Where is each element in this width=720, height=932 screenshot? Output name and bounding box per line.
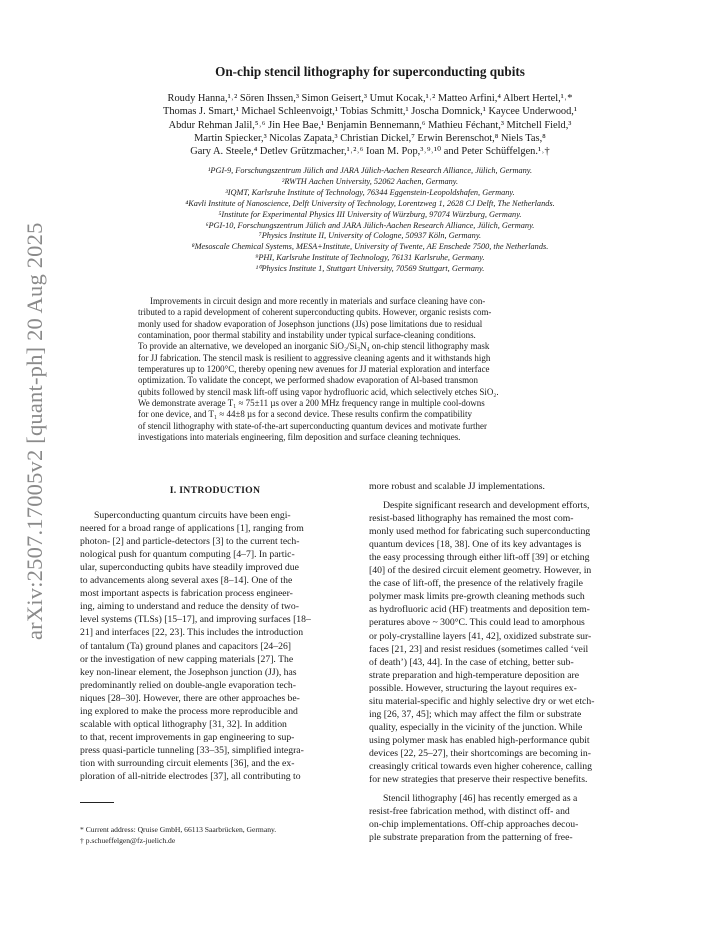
paper-title: On-chip stencil lithography for superconducting qubits xyxy=(215,64,525,79)
body-line: more robust and scalable JJ implementations. xyxy=(369,481,545,492)
body-line: Stencil lithography [46] has recently emerged as a xyxy=(383,793,578,805)
abstract-line: monly used for shadow evaporation of Josephson junctions (JJs) pose limitations due to residual xyxy=(138,318,483,329)
body-line: key non-linear element, the Josephson junction (JJ), has xyxy=(80,666,297,678)
abstract-line: contamination, poor thermal stability and instability under typical surface-cleaning conditions. xyxy=(138,330,476,341)
body-line: most important aspects is fabrication process engineer- xyxy=(80,588,293,600)
footnote: * Current address: Qruise GmbH, 66113 Saarbrücken, Germany. xyxy=(80,825,277,834)
body-line: nological push for quantum computing [4–7]. In partic- xyxy=(80,549,295,561)
body-line: using polymer mask has enabled high-performance qubit xyxy=(369,734,590,746)
affiliation: ⁶PGI-10, Forschungszentrum Jülich and JARA Jülich-Aachen Research Alliance, Jülich, Germany. xyxy=(205,220,535,230)
body-line: quantum devices [18, 38]. One of its key advantages is xyxy=(369,539,582,551)
abstract-line: investigations into materials engineering, film deposition and surface cleaning techniques. xyxy=(138,432,461,443)
abstract-line: for one device, and T₁ ≈ 44±8 µs for a second device. These results confirm the compatibility xyxy=(138,409,472,420)
arxiv-stamp: arXiv:2507.17005v2 [quant-ph] 20 Aug 2025 xyxy=(22,222,47,640)
body-line: or the investigation of new capping materials [27]. The xyxy=(80,653,294,665)
abstract-line: temperatures up to 1200°C, thereby opening new avenues for JJ material exploration and interface xyxy=(138,364,490,375)
body-line: devices [22, 25–27], their shortcomings are becoming in- xyxy=(369,747,591,759)
affiliation: ¹PGI-9, Forschungszentrum Jülich and JARA Jülich-Aachen Research Alliance, Jülich, Germany. xyxy=(207,166,533,175)
body-line: as hydrofluoric acid (HF) treatments and deposition tem- xyxy=(369,604,590,616)
author-line: Abdur Rehman Jalil,⁵˒⁶ Jin Hee Bae,¹ Benjamin Bennemann,⁶ Mathieu Féchant,³ Mitchell Field,³ xyxy=(168,119,572,131)
body-line: 21] and interfaces [22, 23]. This includes the introduction xyxy=(80,627,304,639)
body-line: resist-based lithography has remained the most com- xyxy=(369,513,574,525)
affiliation: ⁷Physics Institute II, University of Cologne, 50937 Köln, Germany. xyxy=(258,231,482,241)
abstract xyxy=(138,296,602,443)
abstract-line: We demonstrate average T₁ ≈ 75±11 µs over a 200 MHz frequency range in multiple cool-downs xyxy=(138,398,485,409)
body-line: of tantalum (Ta) ground planes and capacitors [24–26] xyxy=(80,640,292,652)
body-line: monly used method for fabricating such superconducting xyxy=(369,526,591,538)
body-line: creasingly critical towards even higher coherence, calling xyxy=(369,760,592,772)
abstract-line: of stencil lithography with state-of-the-art superconducting quantum devices and motivate further xyxy=(138,420,487,431)
body-line: to advancements along several axes [8–14]. One of the xyxy=(80,575,293,587)
body-line: of death’) [43, 44]. In the case of etching, better sub- xyxy=(369,656,574,668)
body-line: for new strategies that preserve their respective benefits. xyxy=(369,774,588,786)
body-line: quality, especially in the vicinity of the junction. While xyxy=(369,721,583,733)
affiliation: ¹⁰Physics Institute 1, Stuttgart University, 70569 Stuttgart, Germany. xyxy=(255,264,485,274)
body-line: situ material-specific and highly selective dry or wet etch- xyxy=(369,695,595,707)
body-line: scalable with optical lithography [31, 32]. In addition xyxy=(80,718,287,730)
body-line: polymer mask limits pre-growth cleaning methods such xyxy=(369,591,585,603)
left-column xyxy=(80,480,350,783)
body-line: ing [26, 37, 45]; which may affect the film or substrate xyxy=(369,708,582,720)
abstract-line: optimization. To validate the concept, we performed shadow evaporation of Al-based transmon xyxy=(138,375,478,386)
body-line: the easy processing through either lift-off [39] or etching xyxy=(369,552,590,564)
body-line: neered for a broad range of applications [1], ranging from xyxy=(80,523,304,535)
footnotes xyxy=(80,824,360,846)
body-line: the case of lift-off, the presence of the relatively fragile xyxy=(369,578,583,590)
affiliation: ⁵Institute for Experimental Physics III University of Würzburg, 97074 Würzburg, Germany. xyxy=(218,209,522,219)
body-line: level systems (TLSs) [15–17], and improving surfaces [18– xyxy=(80,614,311,626)
body-line: photon- [2] and particle-detectors [3] to the current tech- xyxy=(80,536,300,548)
author-line: Roudy Hanna,¹˒² Sören Ihssen,³ Simon Geisert,³ Umut Kocak,¹˒² Matteo Arfini,⁴ Albert Hertel,¹˒* xyxy=(167,93,573,104)
body-line: tion with surrounding circuit elements [36], and the ex- xyxy=(80,757,295,769)
right-column xyxy=(369,480,639,844)
affiliation: ²RWTH Aachen University, 52062 Aachen, Germany. xyxy=(281,176,459,186)
body-line: on-chip implementations. Off-chip approaches decou- xyxy=(369,819,579,831)
abstract-line: tributed to a rapid development of coherent superconducting qubits. However, organic resists com- xyxy=(138,307,492,318)
author-line: Thomas J. Smart,¹ Michael Schleenvoigt,¹ Tobias Schmitt,¹ Joscha Domnick,¹ Kaycee Underwood,¹ xyxy=(162,106,578,118)
footnote: † p.schueffelgen@fz-juelich.de xyxy=(80,836,176,845)
body-line: ular, superconducting qubits have steadily improved due xyxy=(80,562,299,574)
body-line: ing explored to make the process more reproducible and xyxy=(80,705,298,717)
body-line: Superconducting quantum circuits have been engi- xyxy=(94,510,291,522)
abstract-line: Improvements in circuit design and more recently in materials and surface cleaning have con- xyxy=(150,296,486,306)
section-heading: I. INTRODUCTION xyxy=(169,485,261,496)
body-line: strate preparation and high-temperature deposition are xyxy=(369,669,580,681)
body-line: resist-free fabrication method, with distinct off- and xyxy=(369,806,570,818)
author-line: Gary A. Steele,⁴ Detlev Grützmacher,¹˒²˒⁶ Ioan M. Pop,³˒⁹˒¹⁰ and Peter Schüffelgen.¹˒† xyxy=(190,146,550,158)
abstract-line: for JJ fabrication. The stencil mask is resilient to aggressive cleaning agents and it withstands high xyxy=(138,352,491,363)
body-line: predominantly relied on double-angle evaporation tech- xyxy=(80,679,297,691)
author-line: Martin Spiecker,³ Nicolas Zapata,³ Christian Dickel,⁷ Erwin Berenschot,⁸ Niels Tas,⁸ xyxy=(194,132,546,144)
body-line: to that, recent improvements in gap engineering to sup- xyxy=(80,731,295,743)
footnote-rule xyxy=(80,802,114,803)
affiliation: ⁹PHI, Karlsruhe Institute of Technology, 76131 Karlsruhe, Germany. xyxy=(255,253,485,263)
abstract-line: To provide an alternative, we developed an inorganic SiO₂/Si₃N₄ on-chip stencil lithography mask xyxy=(138,341,490,352)
body-line: ple substrate preparation from the patterning of free- xyxy=(369,832,573,844)
affiliation: ⁴Kavli Institute of Nanoscience, Delft University of Technology, Lorentzweg 1, 2628 CJ Delft, The Netherlands. xyxy=(185,198,555,208)
body-line: niques [28–30]. However, there are other approaches be- xyxy=(80,692,300,704)
abstract-line: qubits followed by stencil mask lift-off using vapor hydrofluoric acid, which selectively etches SiO₂. xyxy=(138,386,499,397)
body-line: [40] of the desired circuit element geometry. However, in xyxy=(369,565,592,577)
body-line: Despite significant research and development efforts, xyxy=(383,500,590,512)
body-line: possible. However, structuring the layout requires ex- xyxy=(369,682,577,694)
affiliation: ³IQMT, Karlsruhe Institute of Technology, 76344 Eggenstein-Leopoldshafen, Germany. xyxy=(225,187,515,197)
body-line: or poly-crystalline layers [41, 42], oxidized substrate sur- xyxy=(369,630,592,642)
body-line: ploration of all-nitride electrodes [37], all contributing to xyxy=(80,770,301,782)
author-list xyxy=(90,92,650,158)
body-line: ing, aiming to understand and reduce the density of two- xyxy=(80,601,299,613)
body-line: peratures above ~ 300°C. This could lead to amorphous xyxy=(369,617,585,629)
affiliation: ⁸Mesoscale Chemical Systems, MESA+Institute, University of Twente, AE Enschede 7500, the Netherlands. xyxy=(191,242,549,252)
affiliation-list xyxy=(80,166,660,275)
body-line: faces [21, 23] and resist residues (sometimes called ‘veil xyxy=(369,643,589,655)
body-line: press quasi-particle tunneling [33–35], simplified integra- xyxy=(80,744,304,756)
